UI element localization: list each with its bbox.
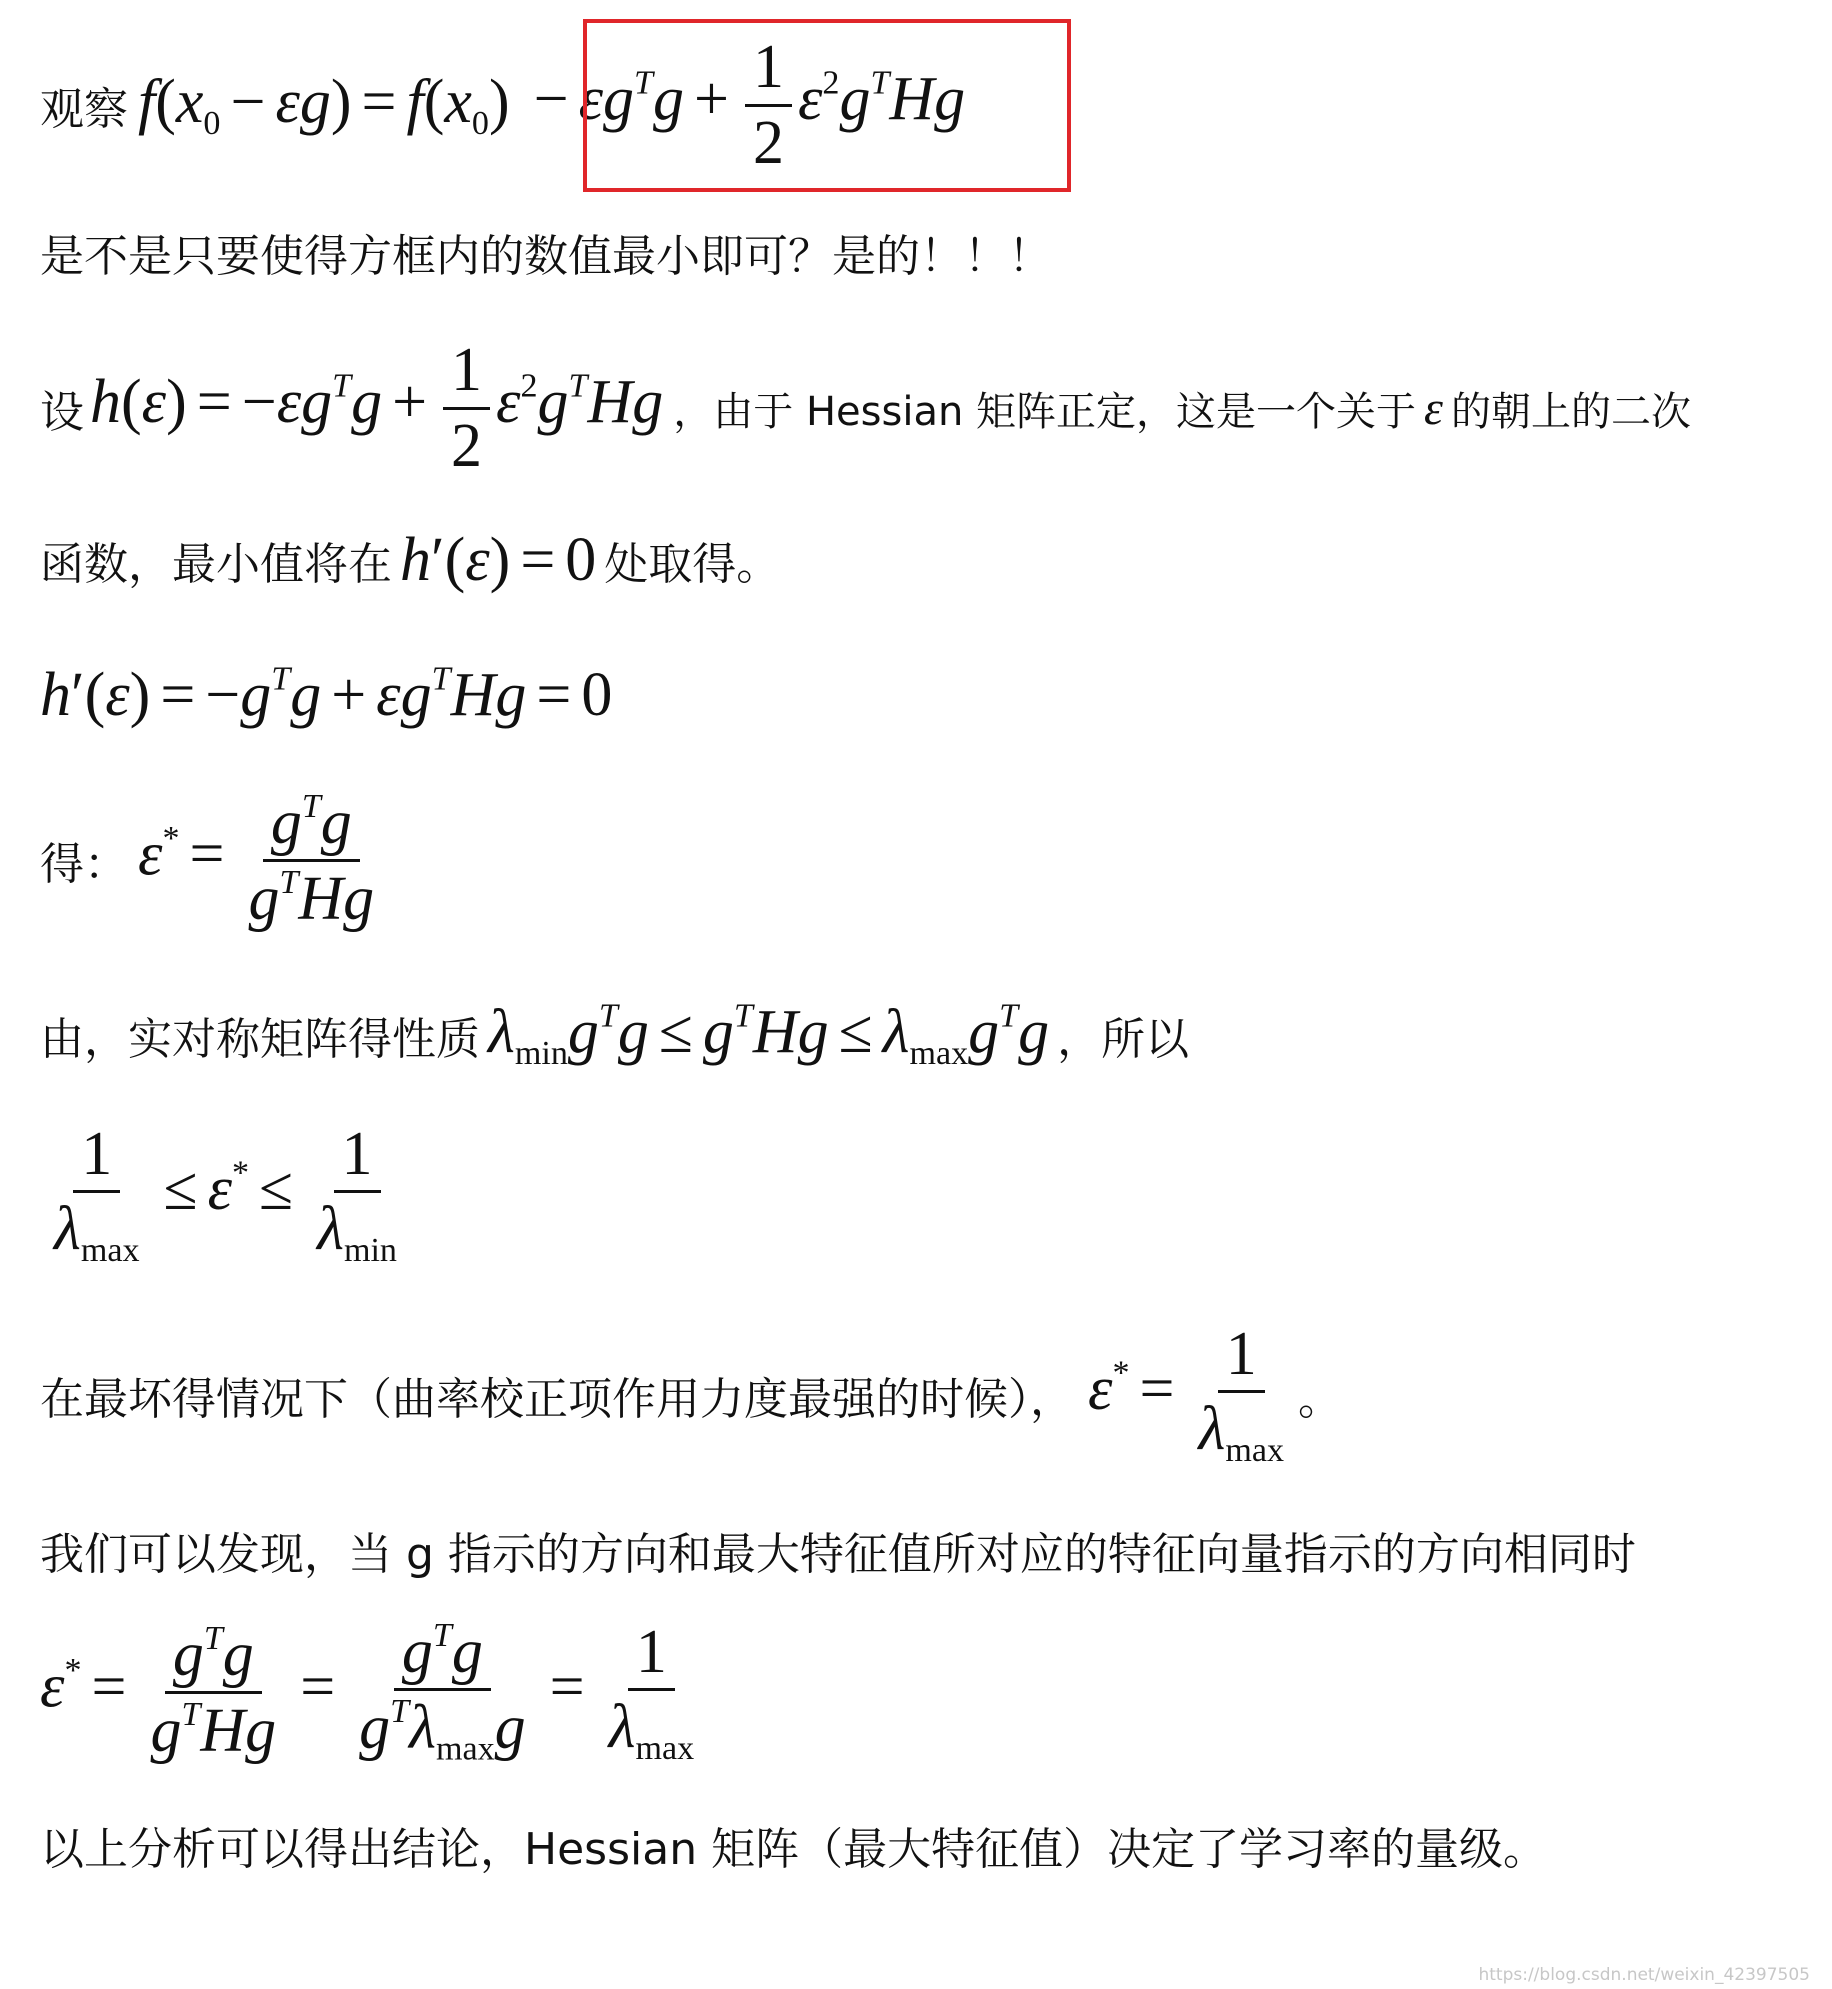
let-label: 设 (40, 387, 84, 438)
line-6 (40, 780, 388, 940)
line-11 (40, 1610, 708, 1775)
formula-8: $\frac{1}{\lambda_{max}}$ ≤ ε* ≤ $\frac{1}{\lambda_{min}}$ (54, 1120, 397, 1270)
line-10 (40, 1515, 1636, 1585)
period-9: 。 (1297, 1374, 1342, 1425)
formula-4: h′(ε) = 0 (400, 525, 597, 594)
discovery-text: 我们可以发现，当 g 指示的方向和最大特征值所对应的特征向量指示的方向相同时 (40, 1529, 1636, 1580)
highlight-box (583, 19, 1071, 192)
therefore-text: ，所以 (1057, 1014, 1190, 1065)
line-12 (40, 1810, 1547, 1880)
formula-1-left: $f(x_0 - \varepsilon g) = f(x_0)$ (138, 68, 510, 142)
obtained-text: 处取得。 (604, 539, 781, 590)
question-text: 是不是只要使得方框内的数值最小即可？是的！！！ (40, 231, 1052, 282)
line-9 (40, 1315, 1342, 1475)
hessian-note: ，由于 Hessian 矩阵正定，这是一个关于 (673, 388, 1417, 435)
watermark: https://blog.csdn.net/weixin_42397505 (1478, 1965, 1810, 1985)
quadratic-note: 的朝上的二次 (1450, 388, 1691, 435)
formula-5: $h'(\varepsilon) = -g^Tg + \varepsilon g^THg = 0$ (40, 659, 613, 729)
line-4 (40, 520, 780, 600)
get-label: 得： (40, 839, 128, 890)
line-5 (40, 650, 612, 740)
formula-6: ε* = $\frac{g^Tg}{g^THg}$ (138, 787, 375, 933)
conclusion-text: 以上分析可以得出结论，Hessian 矩阵（最大特征值）决定了学习率的量级。 (40, 1824, 1548, 1875)
formula-3: $h(\varepsilon) = -\varepsilon g^Tg$ + $\frac{1}{2}$ $\varepsilon^2g^THg$ (90, 336, 664, 480)
line-8 (40, 1115, 411, 1275)
formula-7: $\lambda_{min}g^Tg \le g^THg \le \lambda_{max}g^Tg$ (488, 997, 1050, 1072)
line-7 (40, 990, 1189, 1080)
epsilon-symbol: ε (1424, 381, 1443, 435)
function-text: 函数，最小值将在 (40, 539, 392, 590)
property-text: 由，实对称矩阵得性质 (40, 1014, 480, 1065)
line-3 (40, 338, 1691, 478)
line-2 (40, 222, 1052, 282)
formula-11: ε* = $\frac{g^Tg}{g^THg}$ = $\frac{g^Tg}{g^T\lambda_{max}g}$ = $\frac{1}{\lambda_{max}}$ (40, 1617, 695, 1768)
worst-case-text: 在最坏得情况下（曲率校正项作用力度最强的时候）， (40, 1374, 1074, 1425)
formula-9: ε* = $\frac{1}{\lambda_{max}}$ (1088, 1320, 1284, 1470)
formula-1-boxed: − $\varepsilon g^Tg$ + $\frac{1}{2}$ $\varepsilon^2g^THg$ (533, 33, 966, 177)
observe-label: 观察 (40, 84, 128, 135)
